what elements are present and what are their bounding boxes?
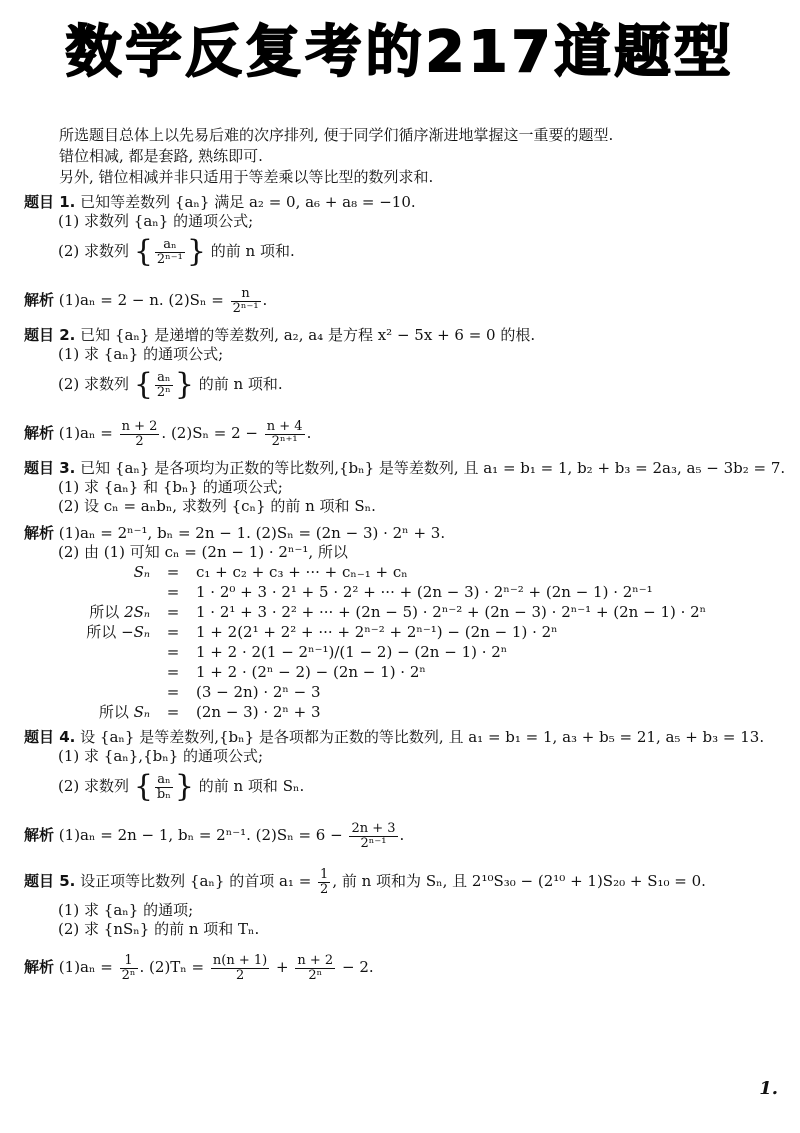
derivation-row: = 1 · 2⁰ + 3 · 2¹ + 5 · 2² + ··· + (2n − 3) · 2ⁿ⁻² + (2n − 1) · 2ⁿ⁻¹ [166,583,653,601]
problem-stem: 已知 {aₙ} 是各项均为正数的等比数列,{bₙ} 是等差数列, 且 a₁ = b₁ = 1, b₂ + b₃ = 2a₃, a₅ − 3b₂ = 7. [80,459,786,477]
derivation-row: 所以 Sₙ = (2n − 3) · 2ⁿ + 3 [98,703,321,721]
derivation-row: Sₙ = c₁ + c₂ + c₃ + ··· + cₙ₋₁ + cₙ [133,563,408,581]
problem-4 [24,728,784,855]
problem-part: (2) 求数列 { $\frac{\text{aₙ}}{\text{2ⁿ⁻¹}}$ } 的前 n 项和. [58,234,295,269]
answer: 解析 (1)aₙ = 2ⁿ⁻¹, bₙ = 2n − 1. (2)Sₙ = (2n − 3) · 2ⁿ + 3. [24,524,446,542]
problem-stem: 已知等差数列 {aₙ} 满足 a₂ = 0, a₆ + a₈ = −10. [80,193,416,211]
derivation [64,562,710,722]
problem-label: 题目 1. [24,193,76,211]
problem-label: 题目 4. [24,728,76,746]
intro [24,126,784,187]
problem-label: 题目 3. [24,459,76,477]
problem-3 [24,459,784,722]
problem-stem: 已知 {aₙ} 是递增的等差数列, a₂, a₄ 是方程 x² − 5x + 6 = 0 的根. [80,326,536,344]
problem-stem: 设 {aₙ} 是等差数列,{bₙ} 是各项都为正数的等比数列, 且 a₁ = b₁ = 1, a₃ + b₅ = 21, a₅ + b₃ = 13. [80,728,765,746]
problem-2 [24,326,784,453]
problem-part: (1) 求 {aₙ} 的通项公式; [58,345,224,363]
problem-label: 题目 5. [24,872,76,890]
problem-part: (1) 求 {aₙ},{bₙ} 的通项公式; [58,747,264,765]
problem-label: 题目 2. [24,326,76,344]
problem-part: (2) 求数列 { $\frac{\text{aₙ}}{\text{bₙ}}$ } 的前 n 项和 Sₙ. [58,769,305,804]
intro-line: 另外, 错位相减并非只适用于等差乘以等比型的数列求和. [59,168,434,186]
document-body [24,126,784,987]
problem-part: (2) 求数列 { $\frac{\text{aₙ}}{\text{2ⁿ}}$ } 的前 n 项和. [58,367,283,402]
answer-line: (2) 由 (1) 可知 cₙ = (2n − 1) · 2ⁿ⁻¹, 所以 [58,543,348,561]
derivation-row: 所以 −Sₙ = 1 + 2(2¹ + 2² + ··· + 2ⁿ⁻² + 2ⁿ⁻¹) − (2n − 1) · 2ⁿ [86,623,558,641]
problem-part: (2) 求 {nSₙ} 的前 n 项和 Tₙ. [58,920,260,938]
problem-1 [24,193,784,320]
answer: 解析 (1)aₙ = $\frac{n + 2}{2}$ . (2)Sₙ = 2 − $\frac{n + 4}{\text{2ⁿ⁺¹}}$ . [24,418,312,449]
derivation-row: 所以 2Sₙ = 1 · 2¹ + 3 · 2² + ··· + (2n − 5) · 2ⁿ⁻² + (2n − 3) · 2ⁿ⁻¹ + (2n − 1) · 2ⁿ [89,603,707,621]
problem-part: (1) 求 {aₙ} 的通项; [58,901,194,919]
problem-part: (1) 求 {aₙ} 和 {bₙ} 的通项公式; [58,478,283,496]
page-title: 数学反复考的217道题型 [65,20,735,85]
derivation-row: = 1 + 2 · (2ⁿ − 2) − (2n − 1) · 2ⁿ [166,663,426,681]
answer: 解析 (1)aₙ = 2 − n. (2)Sₙ = $\frac{n}{\text{2ⁿ⁻¹}}$ . [24,285,268,316]
problem-part: (1) 求数列 {aₙ} 的通项公式; [58,212,254,230]
page-number: 1. [759,1078,778,1099]
answer: 解析 (1)aₙ = 2n − 1, bₙ = 2ⁿ⁻¹. (2)Sₙ = 6 − $\frac{2n + 3}{\text{2ⁿ⁻¹}}$ . [24,820,405,851]
derivation-row: = 1 + 2 · 2(1 − 2ⁿ⁻¹)/(1 − 2) − (2n − 1) · 2ⁿ [166,643,508,661]
derivation-row: = (3 − 2n) · 2ⁿ − 3 [166,683,321,701]
problem-5: 题目 5. 设正项等比数列 {aₙ} 的首项 a₁ = $\frac{1}{2}$ , 前 n 项和为 Sₙ, 且 2¹⁰S₃₀ − (2¹⁰ + 1)S₂₀ + S₁₀ = 0. (1) 求 {aₙ} 的通项; (2) 求 {nSₙ} 的前 n 项和 Tₙ. 解析 (1)aₙ = $\frac{1}{\text{2ⁿ}}$ . (2)Tₙ = $\frac{n(n + 1)}{2}$ + $\frac{n + 2}{\text{2ⁿ}}$ − 2. [24,861,784,987]
answer: 解析 (1)aₙ = $\frac{1}{\text{2ⁿ}}$ . (2)Tₙ = $\frac{n(n + 1)}{2}$ + $\frac{n + 2}{\text{2ⁿ}}$ − 2. [24,952,374,983]
problem-part: (2) 设 cₙ = aₙbₙ, 求数列 {cₙ} 的前 n 项和 Sₙ. [58,497,376,515]
intro-line: 错位相减, 都是套路, 熟练即可. [59,147,263,165]
intro-line: 所选题目总体上以先易后难的次序排列, 便于同学们循序渐进地掌握这一重要的题型. [59,126,614,144]
